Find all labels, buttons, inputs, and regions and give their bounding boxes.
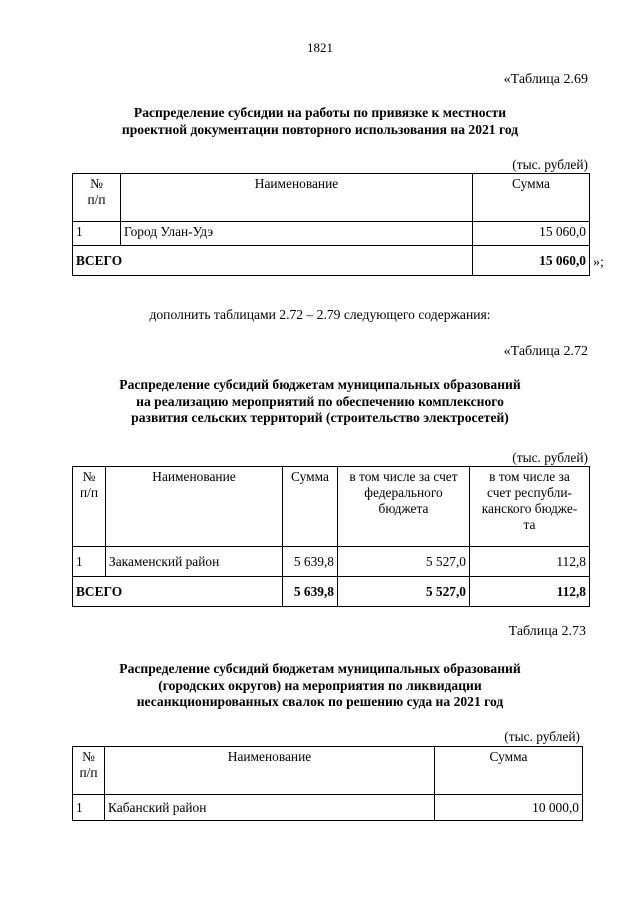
title-line: Распределение субсидии на работы по привязке к местности: [133, 105, 507, 120]
title-line: (городских округов) на мероприятия по ликвидации: [158, 677, 482, 693]
units-note: (тыс. рублей): [512, 450, 588, 465]
title-line: развития сельских территорий (строительство электросетей): [131, 410, 509, 425]
table-row: [73, 795, 583, 821]
table-ref-2-69: «Таблица 2.69: [503, 72, 588, 87]
cell-num: 1: [73, 222, 121, 246]
units-note: (тыс. рублей): [512, 157, 588, 172]
header-federal: в том числе за счет федерального бюджета: [338, 467, 470, 547]
header-row: [73, 174, 590, 222]
total-label: ВСЕГО: [73, 577, 283, 607]
header-name: Наименование: [121, 174, 473, 222]
header-row: [73, 467, 590, 547]
body-paragraph: дополнить таблицами 2.72 – 2.79 следующего содержания:: [149, 307, 491, 322]
cell-num: 1: [73, 795, 105, 821]
title-line: Распределение субсидий бюджетам муниципальных образований: [119, 377, 521, 392]
header-name: Наименование: [106, 467, 283, 547]
header-num: № п/п: [73, 467, 106, 547]
header-sum: Сумма: [283, 467, 338, 547]
cell-federal: 5 527,0: [338, 547, 470, 577]
total-sum: 15 060,0: [473, 246, 590, 276]
cell-name: Кабанский район: [105, 795, 435, 821]
header-row: [73, 747, 583, 795]
table-title-2-72: [0, 377, 640, 427]
table-ref-2-73: Таблица 2.73: [508, 624, 586, 639]
total-sum: 5 639,8: [283, 577, 338, 607]
title-line: на реализацию мероприятий по обеспечению комплексного: [136, 393, 504, 409]
header-num: № п/п: [73, 174, 121, 222]
total-republic: 112,8: [470, 577, 590, 607]
cell-sum: 10 000,0: [435, 795, 583, 821]
table-2-69: [72, 173, 590, 276]
page-number: 1821: [307, 40, 333, 55]
cell-republic: 112,8: [470, 547, 590, 577]
cell-sum: 5 639,8: [283, 547, 338, 577]
title-line: Распределение субсидий бюджетам муниципальных образований: [119, 661, 521, 676]
table-row: [73, 222, 590, 246]
cell-name: Город Улан-Удэ: [121, 222, 473, 246]
total-row: [73, 577, 590, 607]
header-republic: в том числе за счет республи- канского бюдже- та: [470, 467, 590, 547]
table-2-72: [72, 466, 590, 607]
header-num: № п/п: [73, 747, 105, 795]
header-sum: Сумма: [435, 747, 583, 795]
table-ref-2-72: «Таблица 2.72: [503, 344, 588, 359]
cell-sum: 15 060,0: [473, 222, 590, 246]
title-line: несанкционированных свалок по решению суда на 2021 год: [136, 694, 504, 709]
closing-quote: »;: [593, 255, 604, 270]
table-title-2-73: [0, 661, 640, 711]
table-row: [73, 547, 590, 577]
title-line: проектной документации повторного использования на 2021 год: [121, 121, 519, 137]
total-row: [73, 246, 590, 276]
table-title-2-69: [0, 105, 640, 138]
header-name: Наименование: [105, 747, 435, 795]
header-sum: Сумма: [473, 174, 590, 222]
units-note: (тыс. рублей): [504, 729, 580, 744]
table-2-73: [72, 746, 583, 821]
cell-num: 1: [73, 547, 106, 577]
total-federal: 5 527,0: [338, 577, 470, 607]
total-label: ВСЕГО: [73, 246, 473, 276]
cell-name: Закаменский район: [106, 547, 283, 577]
